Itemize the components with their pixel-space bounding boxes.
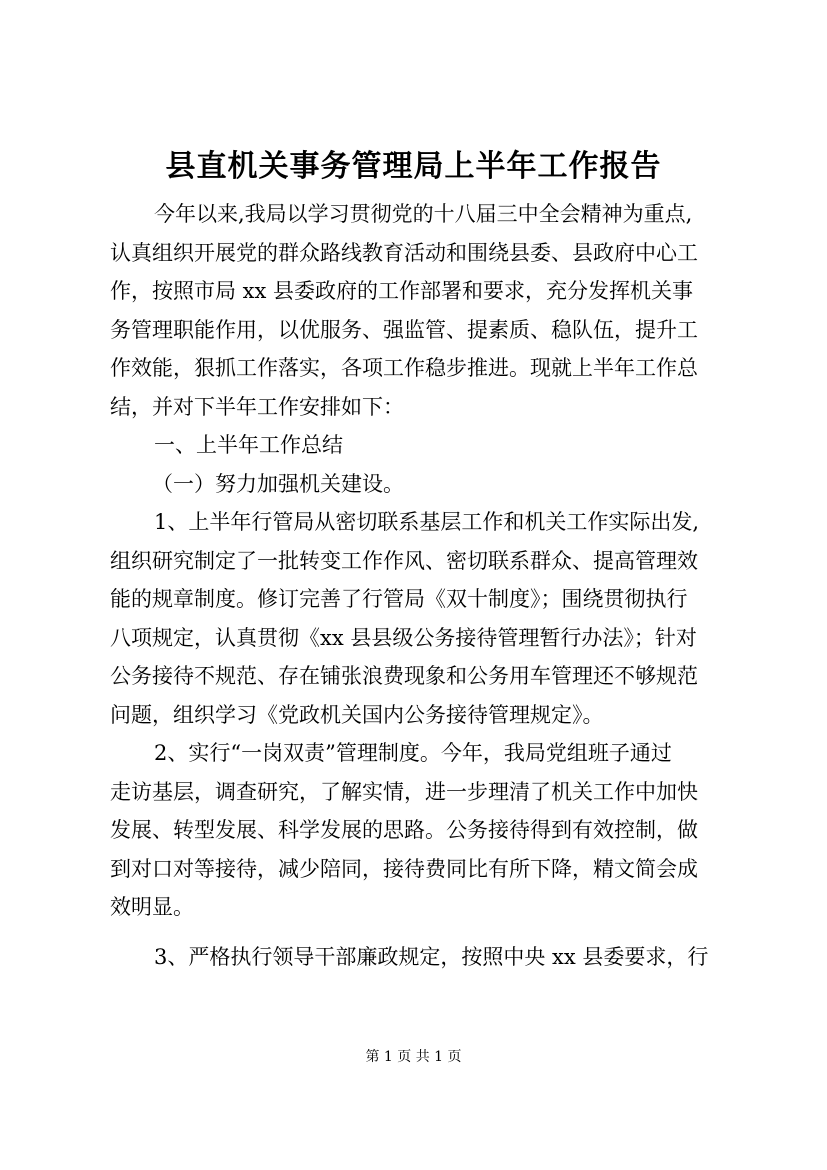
paragraph-line: 组织研究制定了一批转变工作作风、密切联系群众、提高管理效: [110, 548, 698, 573]
subsection-heading: （一）努力加强机关建设。: [152, 471, 404, 496]
section-heading: 一、上半年工作总结: [154, 433, 343, 457]
paragraph-line: 今年以来,我局以学习贯彻党的十八届三中全会精神为重点,: [154, 202, 693, 226]
page-footer: 第 1 页 共 1 页: [365, 1049, 462, 1065]
paragraph-line: 公务接待不规范、存在铺张浪费现象和公务用车管理还不够规范: [110, 664, 698, 688]
paragraph-line: 到对口对等接待，减少陪同，接待费同比有所下降，精文简会成: [110, 856, 698, 881]
paragraph-line: 问题，组织学习《党政机关国内公务接待管理规定》。: [110, 702, 604, 727]
document-body: [110, 195, 728, 976]
paragraph-line: 效明显。: [110, 895, 194, 919]
paragraph-line: 3、严格执行领导干部廉政规定，按照中央 xx 县委要求，行: [154, 944, 709, 969]
paragraph-line: 认真组织开展党的群众路线教育活动和围绕县委、县政府中心工: [110, 240, 698, 265]
paragraph-line: 作效能，狠抓工作落实，各项工作稳步推进。现就上半年工作总: [110, 356, 698, 380]
paragraph-line: 走访基层，调查研究，了解实情，进一步理清了机关工作中加快: [110, 779, 698, 804]
paragraph-line: 能的规章制度。修订完善了行管局《双十制度》；围绕贯彻执行: [110, 587, 688, 611]
paragraph-line: 2、实行“一岗双责”管理制度。今年，我局党组班子通过: [154, 741, 672, 765]
paragraph-line: 八项规定，认真贯彻《xx 县县级公务接待管理暂行办法》；针对: [110, 625, 697, 650]
paragraph-line: 1、上半年行管局从密切联系基层工作和机关工作实际出发,: [154, 510, 700, 534]
paragraph-line: 发展、转型发展、科学发展的思路。公务接待得到有效控制，做: [110, 818, 698, 842]
paragraph-gap: [110, 927, 728, 938]
paragraph-line: 作，按照市局 xx 县委政府的工作部署和要求，充分发挥机关事: [110, 279, 694, 303]
paragraph-line: 务管理职能作用，以优服务、强监管、提素质、稳队伍，提升工: [110, 317, 698, 342]
paragraph-line: 结，并对下半年工作安排如下：: [110, 394, 404, 419]
document-title: 县直机关事务管理局上半年工作报告: [165, 149, 662, 184]
